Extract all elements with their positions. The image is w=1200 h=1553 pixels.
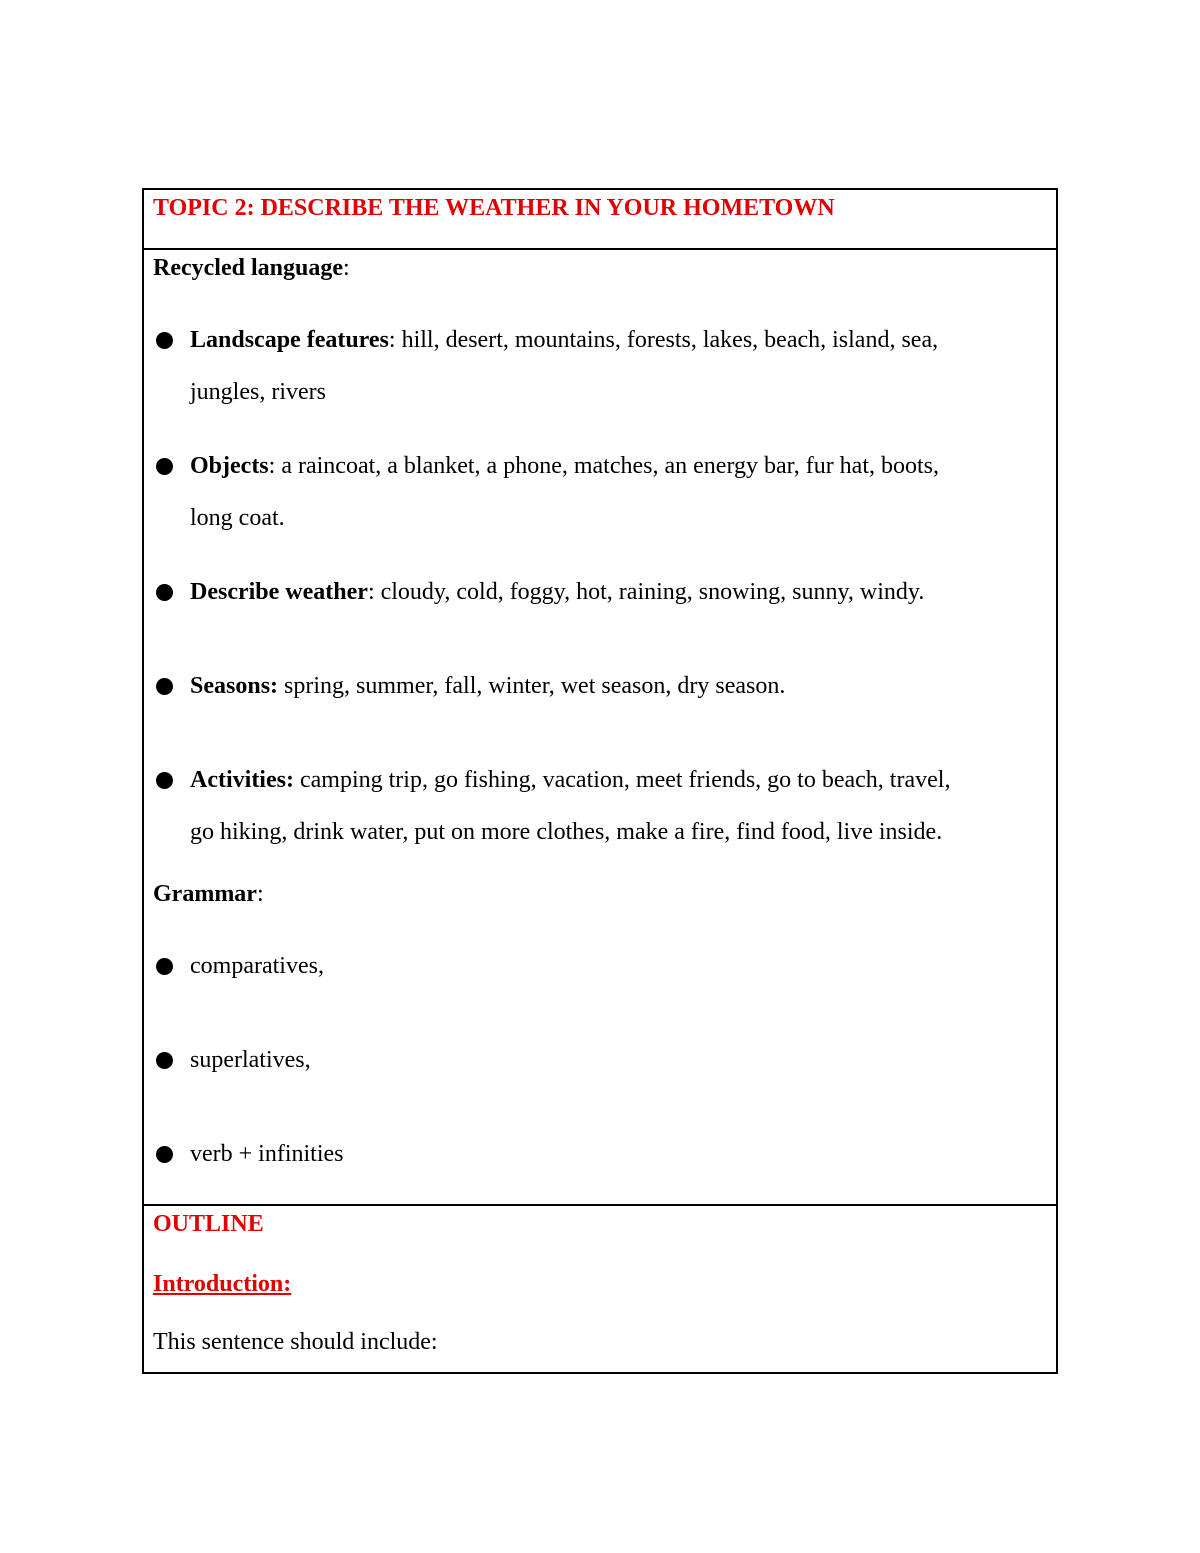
list-item-objects (190, 440, 1020, 544)
bullet-icon (156, 332, 173, 349)
grammar-item-text: superlatives, (190, 1047, 311, 1073)
item-sep: : (388, 327, 396, 353)
topic-table (142, 188, 1058, 1374)
item-text: spring, summer, fall, winter, wet season, dry season. (278, 673, 786, 699)
recycled-language-heading (153, 254, 350, 282)
grammar-label: Grammar (153, 881, 257, 907)
bullet-icon (156, 1052, 173, 1069)
bullet-icon (156, 458, 173, 475)
item-text: hill, desert, mountains, forests, lakes, beach, island, sea, (395, 327, 939, 353)
introduction-text: This sentence should include: (153, 1329, 438, 1355)
language-cell (144, 250, 1056, 1206)
item-text-continued: jungles, rivers (190, 379, 326, 405)
grammar-heading (153, 880, 264, 908)
grammar-item-comparatives (190, 940, 1020, 992)
grammar-item-superlatives (190, 1034, 1020, 1086)
item-term: Describe weather (190, 579, 368, 605)
grammar-item-infinities (190, 1128, 1020, 1180)
item-term: Objects (190, 453, 269, 479)
grammar-item-text: comparatives, (190, 953, 324, 979)
list-item-landscape (190, 314, 1020, 418)
introduction-heading: Introduction: (153, 1271, 292, 1297)
bullet-icon (156, 678, 173, 695)
bullet-icon (156, 958, 173, 975)
recycled-language-label: Recycled language (153, 255, 343, 281)
item-text: camping trip, go fishing, vacation, meet friends, go to beach, travel, (293, 767, 951, 793)
item-text-continued: long coat. (190, 505, 285, 531)
list-item-weather (190, 566, 1020, 618)
item-term: Activities: (190, 767, 294, 793)
recycled-language-colon: : (342, 255, 350, 281)
item-term: Landscape features (190, 327, 389, 353)
item-text: cloudy, cold, foggy, hot, raining, snowing, sunny, windy. (374, 579, 925, 605)
grammar-colon: : (256, 881, 264, 907)
bullet-icon (156, 772, 173, 789)
item-text: a raincoat, a blanket, a phone, matches, an energy bar, fur hat, boots, (275, 453, 940, 479)
title-cell (144, 190, 1056, 250)
list-item-seasons (190, 660, 1020, 712)
item-term: Seasons: (190, 673, 279, 699)
outline-heading: OUTLINE (153, 1211, 264, 1237)
item-sep: : (268, 453, 276, 479)
topic-title: TOPIC 2: DESCRIBE THE WEATHER IN YOUR HOMETOWN (153, 195, 835, 221)
bullet-icon (156, 1146, 173, 1163)
list-item-activities (190, 754, 1020, 858)
item-sep: : (367, 579, 375, 605)
outline-cell (144, 1206, 1056, 1372)
item-text-continued: go hiking, drink water, put on more clothes, make a fire, find food, live inside. (190, 819, 943, 845)
bullet-icon (156, 584, 173, 601)
grammar-item-text: verb + infinities (190, 1141, 344, 1167)
